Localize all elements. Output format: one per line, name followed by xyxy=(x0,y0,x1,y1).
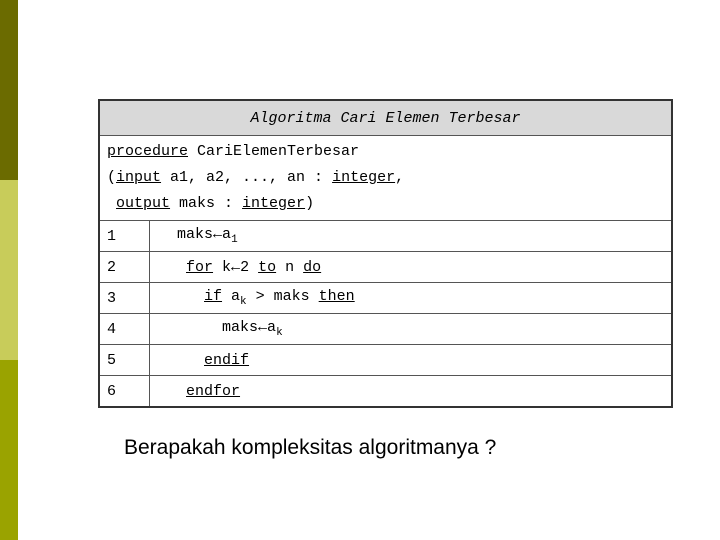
code-row xyxy=(99,376,672,408)
code-line xyxy=(150,376,673,408)
code-line: if $a_k$ > maks then xyxy=(150,283,673,314)
line-number: 2 xyxy=(99,252,150,283)
keyword-integer: integer xyxy=(332,169,396,186)
code-line: for k←2 to n do xyxy=(150,252,673,283)
keyword-endif: endif xyxy=(204,351,250,369)
keyword-to: to xyxy=(258,258,277,276)
keyword-integer: integer xyxy=(242,195,306,212)
code-line: $maks\leftarrow a_k$ xyxy=(150,314,673,345)
keyword-endfor: endfor xyxy=(186,382,241,400)
line-number: 5 xyxy=(99,345,150,376)
accent-stripe-bottom xyxy=(0,360,18,540)
code-line: $maks\leftarrow a_1$ xyxy=(150,221,673,252)
code-line xyxy=(150,345,673,376)
line-number: 6 xyxy=(99,376,150,408)
accent-stripe-middle xyxy=(0,180,18,360)
algorithm-table xyxy=(98,99,673,408)
keyword-if: if xyxy=(204,288,223,305)
accent-stripe-top xyxy=(0,0,18,180)
keyword-procedure: procedure xyxy=(107,143,189,160)
keyword-then: then xyxy=(318,288,355,305)
code-row xyxy=(99,252,672,283)
header-line-2: (input a1, a2, ..., an : integer, xyxy=(107,169,405,186)
keyword-input: input xyxy=(116,169,162,186)
code-row xyxy=(99,283,672,314)
line-number: 3 xyxy=(99,283,150,314)
question-text: Berapakah kompleksitas algoritmanya ? xyxy=(124,436,497,459)
code-row xyxy=(99,314,672,345)
procedure-header xyxy=(99,136,672,221)
code-row xyxy=(99,345,672,376)
algorithm-title: Algoritma Cari Elemen Terbesar xyxy=(99,100,672,136)
header-line-1: procedure CariElemenTerbesar xyxy=(107,143,360,160)
code-row xyxy=(99,221,672,252)
keyword-for: for xyxy=(186,258,214,276)
keyword-output: output xyxy=(116,195,171,212)
line-number: 4 xyxy=(99,314,150,345)
keyword-do: do xyxy=(303,258,322,276)
header-line-3: output maks : integer) xyxy=(116,195,315,212)
line-number: 1 xyxy=(99,221,150,252)
